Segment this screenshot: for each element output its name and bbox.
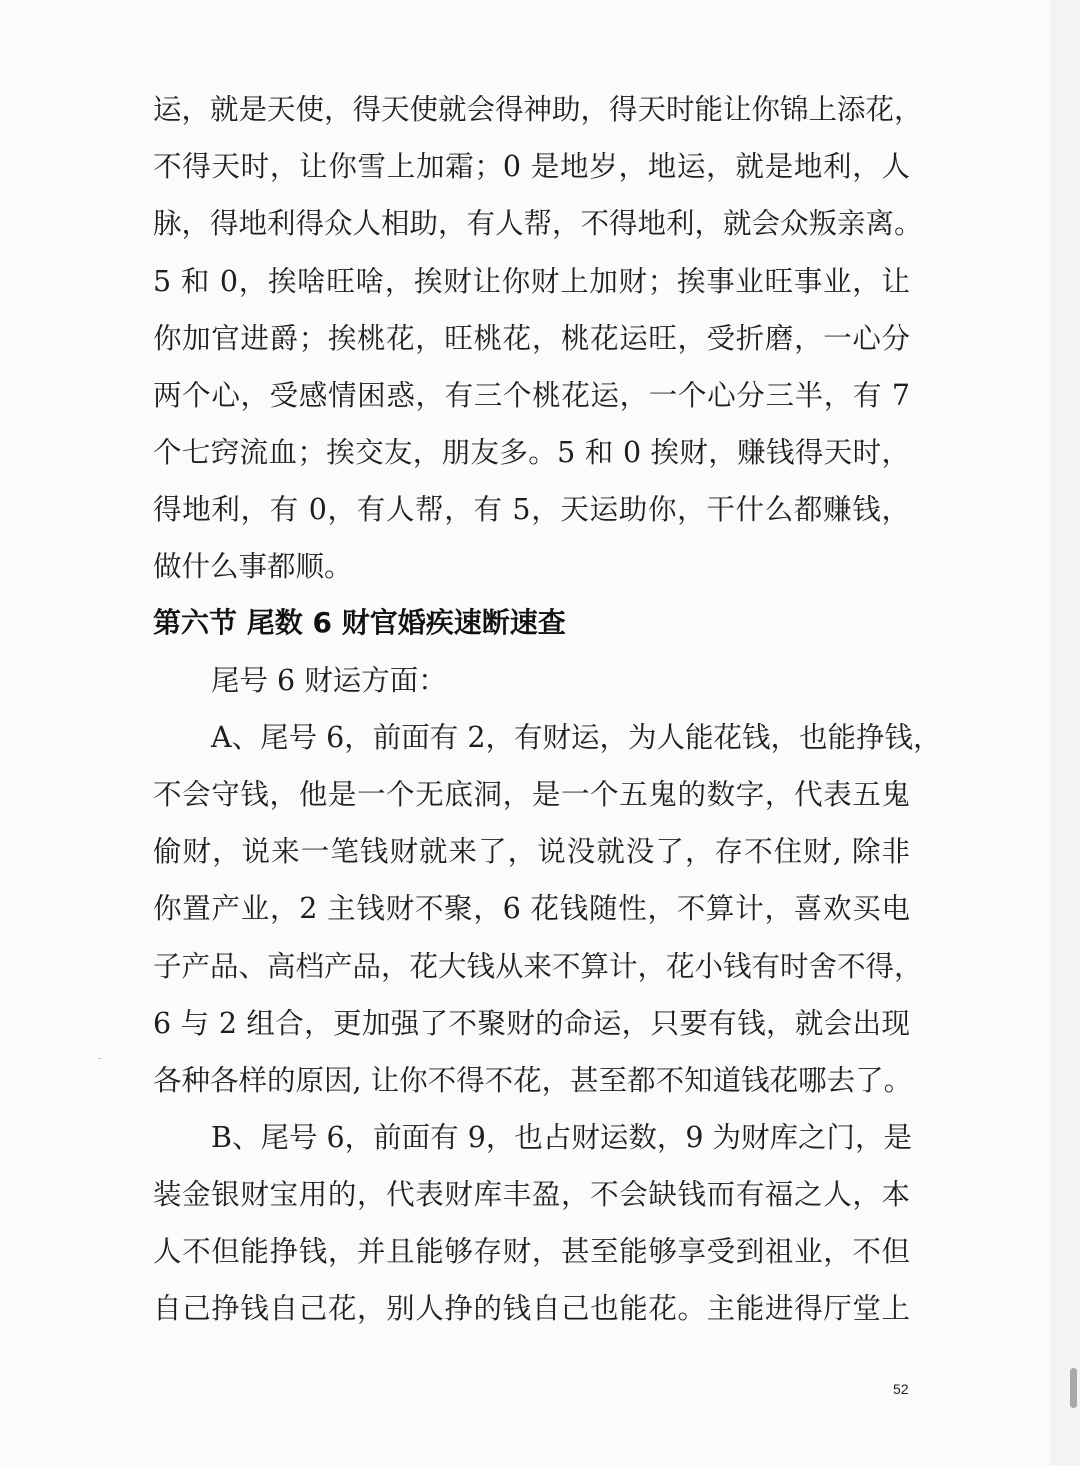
paragraph-a-first-line: A、尾号 6，前面有 2，有财运，为人能花钱，也能挣钱， bbox=[211, 721, 942, 754]
body-text-line: 6 与 2 组合，更加强了不聚财的命运，只要有钱，就会出现 bbox=[153, 1007, 910, 1040]
body-text-line: 5 和 0，挨啥旺啥，挨财让你财上加财；挨事业旺事业，让 bbox=[153, 265, 910, 298]
body-text-line: 人不但能挣钱，并且能够存财，甚至能够享受到祖业，不但 bbox=[153, 1235, 910, 1268]
page-number: 52 bbox=[893, 1381, 909, 1397]
body-text-line: 你置产业，2 主钱财不聚，6 花钱随性，不算计，喜欢买电 bbox=[153, 892, 910, 925]
body-text-line: 运，就是天使，得天使就会得神助，得天时能让你锦上添花， bbox=[153, 93, 923, 126]
body-text-line: 做什么事都顺。 bbox=[153, 550, 353, 583]
paragraph-b-first-line: B、尾号 6，前面有 9，也占财运数，9 为财库之门，是 bbox=[211, 1121, 913, 1154]
body-text-line: 两个心，受感情困惑，有三个桃花运，一个心分三半，有 7 bbox=[153, 379, 910, 412]
body-text-line: 自己挣钱自己花，别人挣的钱自己也能花。主能进得厅堂上 bbox=[153, 1292, 910, 1325]
body-text-line: 得地利，有 0，有人帮，有 5，天运助你，干什么都赚钱， bbox=[153, 493, 910, 526]
scrollbar-thumb[interactable] bbox=[1070, 1368, 1077, 1408]
body-text-line: 偷财，说来一笔钱财就来了，说没就没了，存不住财, 除非 bbox=[153, 835, 910, 868]
section-heading: 第六节 尾数 6 财官婚疾速断速查 bbox=[153, 606, 566, 639]
margin-mark bbox=[98, 1058, 101, 1059]
body-text-line: 不会守钱，他是一个无底洞，是一个五鬼的数字，代表五鬼 bbox=[153, 778, 910, 811]
body-text-line: 各种各样的原因, 让你不得不花，甚至都不知道钱花哪去了。 bbox=[153, 1064, 913, 1097]
body-text-line: 个七窍流血；挨交友，朋友多。5 和 0 挨财，赚钱得天时， bbox=[153, 436, 910, 469]
body-text-line: 不得天时，让你雪上加霜；0 是地岁，地运，就是地利，人 bbox=[153, 150, 910, 183]
body-text-line: 你加官进爵；挨桃花，旺桃花，桃花运旺，受折磨，一心分 bbox=[153, 322, 910, 355]
body-text-line: 装金银财宝用的，代表财库丰盈，不会缺钱而有福之人，本 bbox=[153, 1178, 910, 1211]
subsection-label: 尾号 6 财运方面： bbox=[211, 664, 447, 697]
scrollbar-track[interactable] bbox=[1050, 0, 1080, 1466]
body-text-line: 脉，得地利得众人相助，有人帮，不得地利，就会众叛亲离。 bbox=[153, 207, 923, 240]
body-text-line: 子产品、高档产品，花大钱从来不算计，花小钱有时舍不得， bbox=[153, 950, 923, 983]
